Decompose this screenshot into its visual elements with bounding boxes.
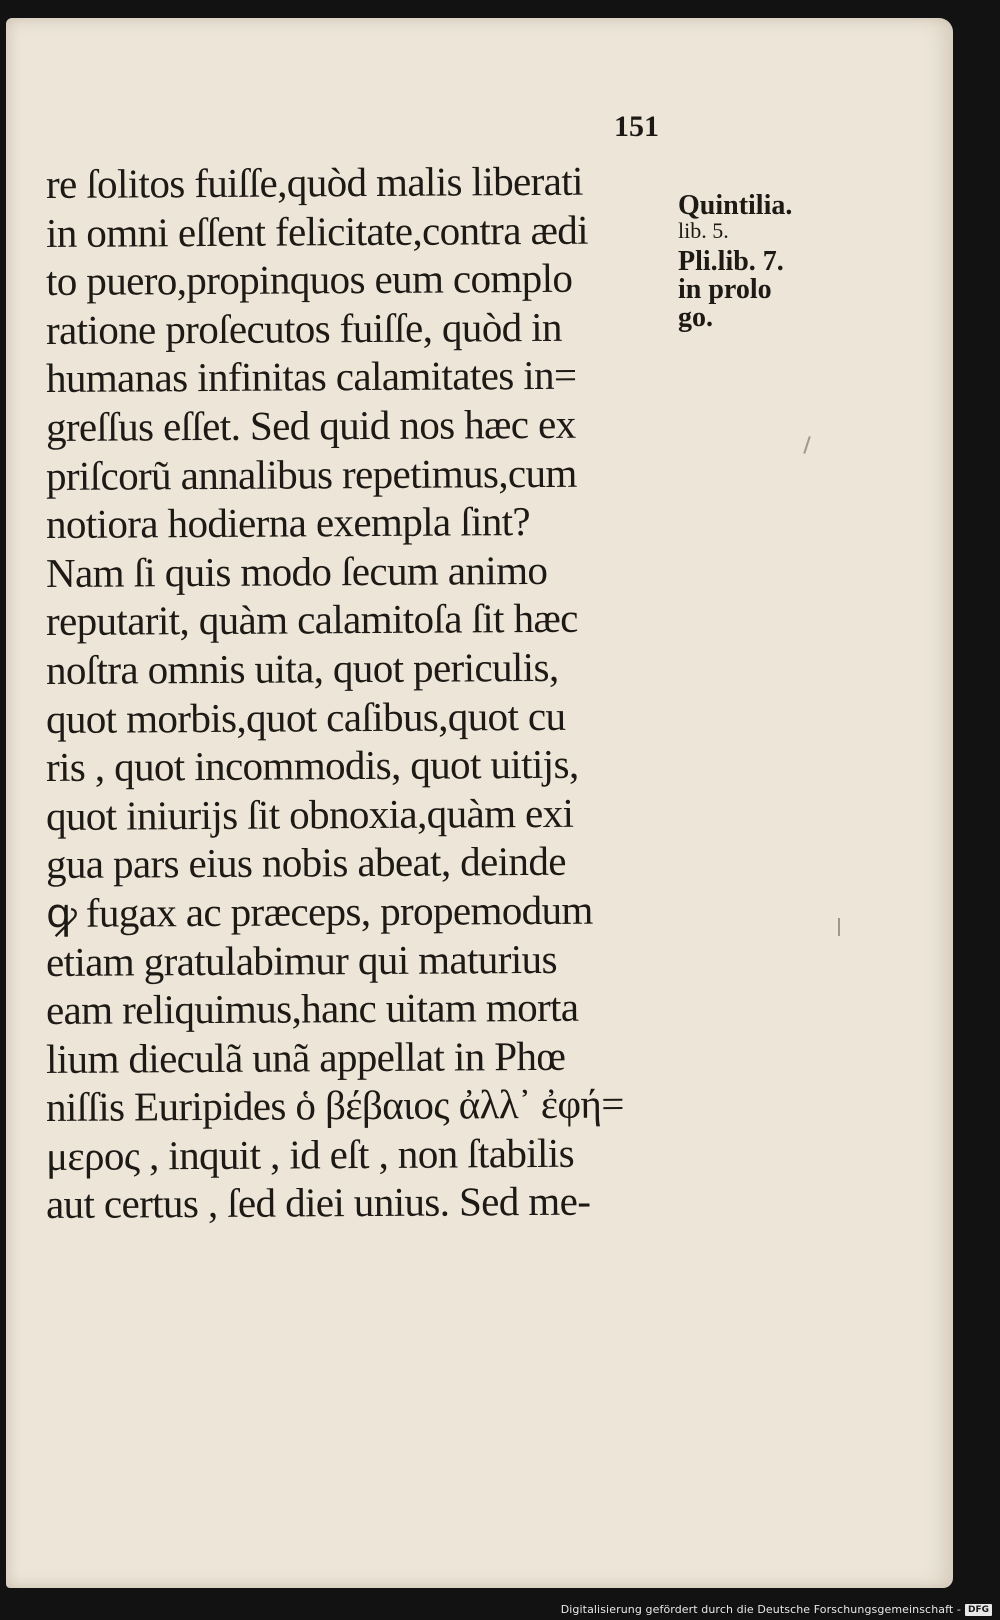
text-line: ꝙ fugax ac præceps, propemodum — [45, 886, 593, 936]
text-line: etiam gratulabimur qui maturius — [45, 935, 557, 985]
text-line: quot iniurijs ſit obnoxia,quàm exi — [45, 789, 574, 839]
book-page — [6, 18, 953, 1588]
text-line: gua pars eius nobis abeat, deinde — [45, 838, 567, 888]
text-line: Nam ſi quis modo ſecum animo — [45, 546, 548, 596]
text-line: quot morbis,quot caſibus,quot cu — [45, 692, 566, 742]
text-line: aut certus , ſed diei unius. Sed me- — [45, 1178, 591, 1228]
text-line: ratione proſecutos fuiſſe, quòd in — [45, 303, 563, 353]
text-line: niſſis Euripides ὁ βέβαιος ἀλλ᾽ ἐφή= — [45, 1080, 624, 1131]
text-line: lium dieculã unã appellat in Phœ — [45, 1032, 566, 1082]
marginal-note-line: Quintilia. — [678, 190, 793, 221]
text-line: greſſus eſſet. Sed quid nos hæc ex — [45, 400, 576, 450]
paper-speck — [803, 436, 810, 454]
text-line: eam reliquimus,hanc uitam morta — [45, 983, 579, 1034]
credit-text: Digitalisierung gefördert durch die Deutsche Forschungsgemeinschaft - — [560, 1603, 961, 1616]
paper-speck — [838, 918, 840, 936]
digitization-credit — [561, 1603, 992, 1616]
text-line: to puero,propinquos eum complo — [45, 254, 573, 305]
text-line: μερος , inquit , id eſt , non ſtabilis — [45, 1129, 575, 1179]
text-line: re ſolitos fuiſſe,quòd malis liberati — [45, 157, 584, 207]
page-number: 151 — [614, 110, 659, 143]
marginal-note-line: lib. 5. — [678, 218, 729, 243]
marginal-note-line: in prolo — [678, 274, 772, 305]
marginal-note-line: Pli.lib. 7. — [678, 246, 784, 277]
marginal-note — [678, 190, 793, 333]
text-line: reputarit, quàm calamitoſa ſit hæc — [45, 595, 578, 645]
body-text — [45, 157, 676, 1229]
text-line: notiora hodierna exempla ſint? — [45, 498, 531, 548]
text-line: ris , quot incommodis, quot uitijs, — [45, 740, 579, 791]
marginal-note-line: go. — [678, 302, 713, 333]
text-line: humanas infinitas calamitates in= — [45, 352, 577, 402]
text-line: in omni eſſent felicitate,contra ædi — [45, 206, 589, 256]
text-line: noſtra omnis uita, quot periculis, — [45, 643, 559, 693]
text-line: priſcorũ annalibus repetimus,cum — [45, 449, 577, 499]
dfg-logo: DFG — [965, 1604, 992, 1616]
